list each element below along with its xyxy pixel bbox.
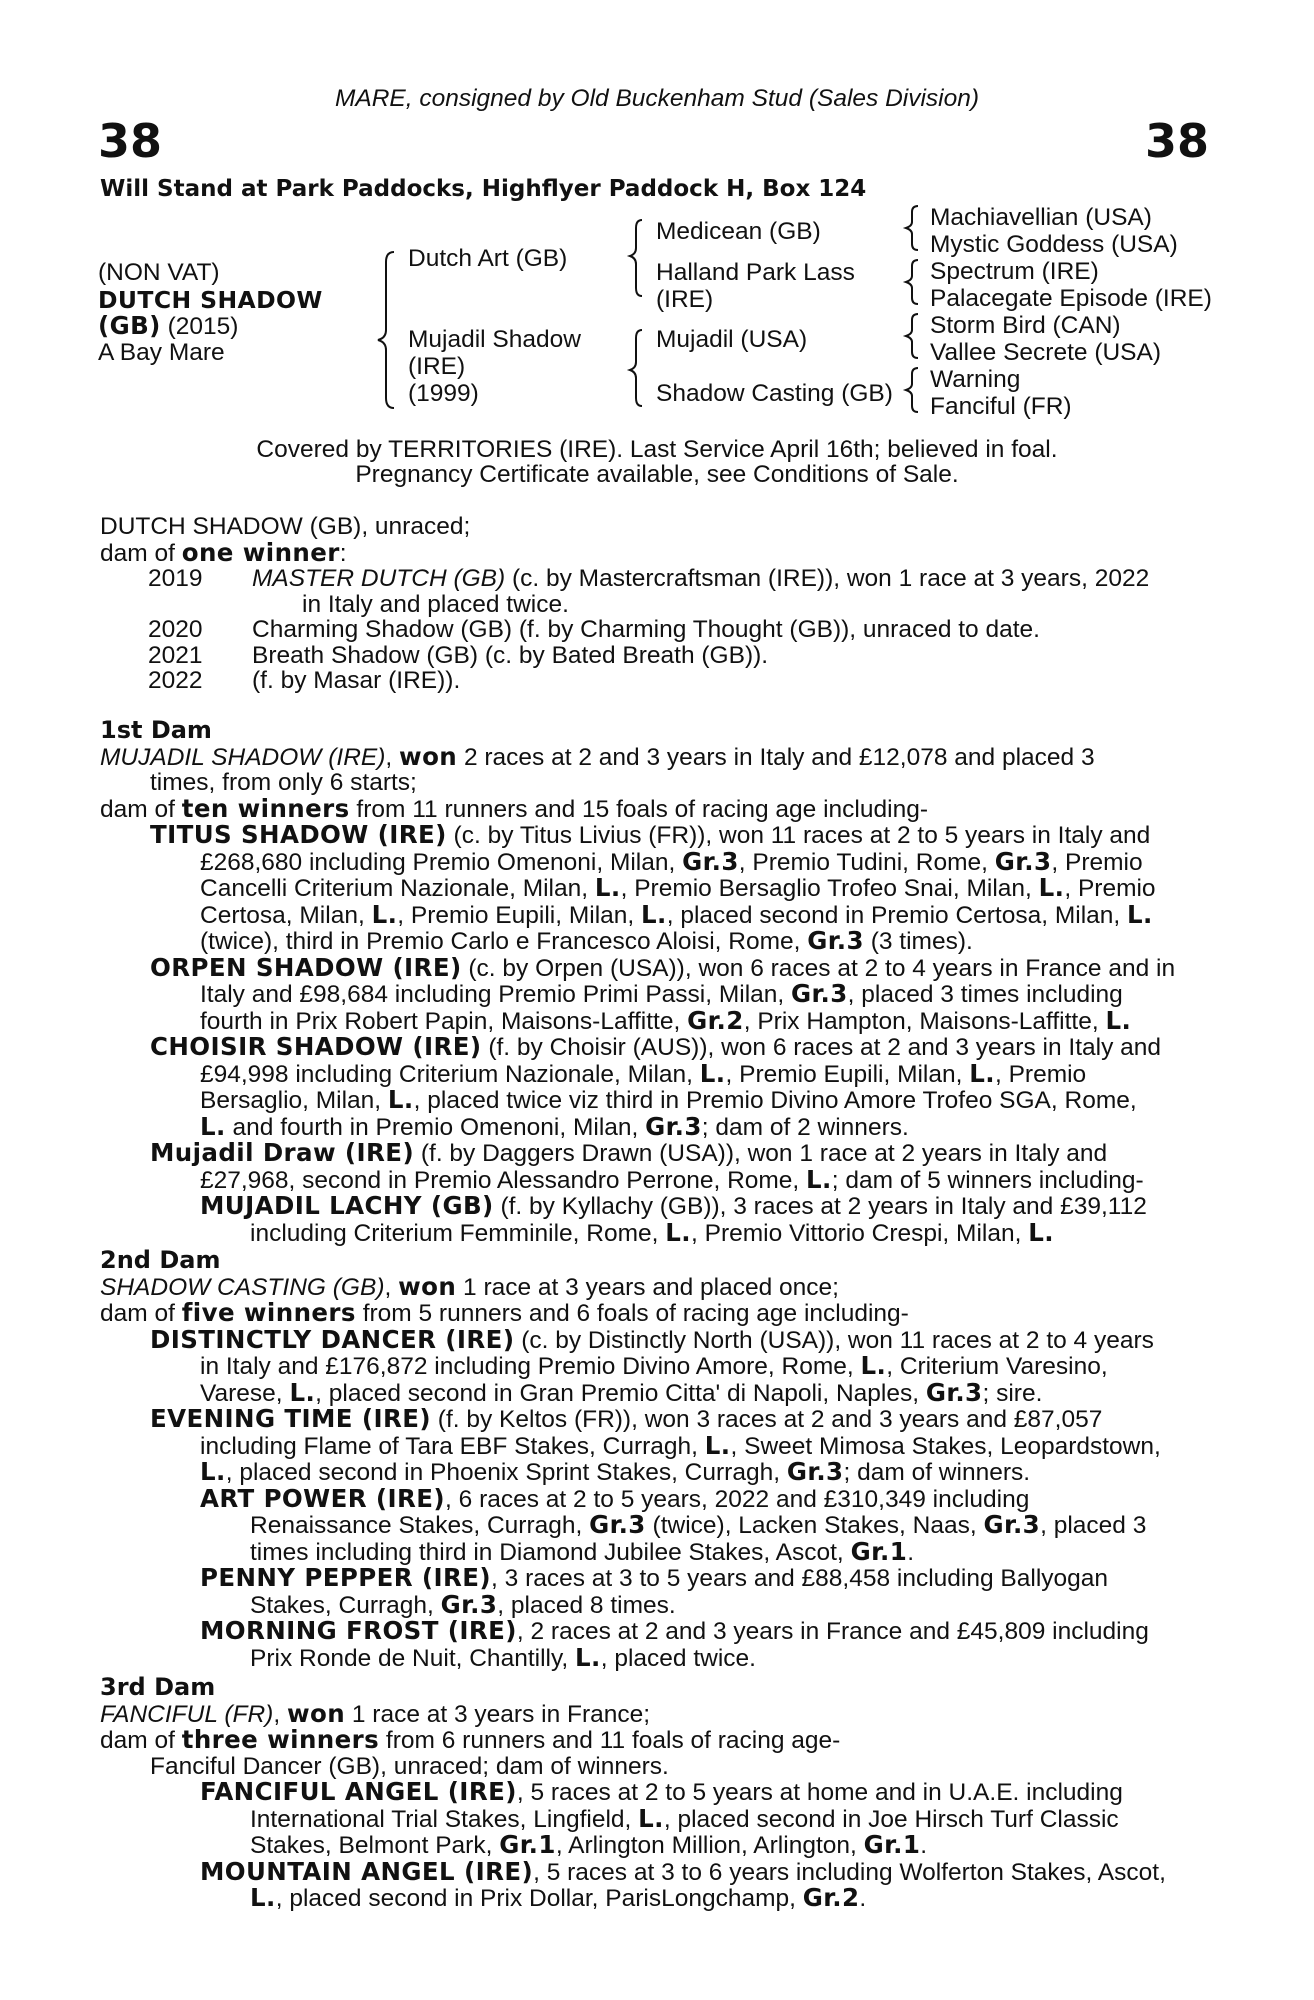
winner-penny-pepper: PENNY PEPPER (IRE), 3 races at 3 to 5 years and £88,458 including Ballyogan — [200, 1563, 1109, 1592]
produce-year: 2021 — [148, 641, 203, 669]
dam-of-prefix: dam of — [100, 539, 182, 567]
pedigree-dam-dam: Shadow Casting (GB) — [656, 380, 893, 407]
record-line: Certosa, Milan, L., Premio Eupili, Milan, L., placed second in Premio Certosa, Milan, L. — [200, 899, 1153, 929]
pedigree-ddd: Fanciful (FR) — [930, 393, 1072, 420]
record-line: fourth in Prix Robert Papin, Maisons-Laffitte, Gr.2, Prix Hampton, Maisons-Laffitte, L. — [200, 1005, 1132, 1035]
third-dam-produce: dam of three winners from 6 runners and 11 foals of racing age- — [100, 1725, 841, 1754]
pedigree-dsd: Vallee Secrete (USA) — [930, 339, 1162, 366]
produce-text: (f. by Masar (IRE)). — [252, 667, 461, 694]
second-dam-produce: dam of five winners from 5 runners and 6 foals of racing age including- — [100, 1298, 909, 1327]
horse-year: (2015) — [167, 313, 239, 340]
record-line: Renaissance Stakes, Curragh, Gr.3 (twice), Lacken Stakes, Naas, Gr.3, placed 3 — [250, 1510, 1147, 1539]
winner-evening-time: EVENING TIME (IRE) (f. by Keltos (FR)), won 3 races at 2 and 3 years and £87,057 — [150, 1404, 1103, 1433]
record-line: £94,998 including Criterium Nazionale, Milan, L., Premio Eupili, Milan, L., Premio — [200, 1058, 1087, 1088]
pedigree-ssd: Mystic Goddess (USA) — [930, 231, 1178, 258]
produce-item — [100, 643, 1205, 669]
produce-intro: DUTCH SHADOW (GB), unraced; — [100, 513, 471, 540]
winner-mujadil-lachy: MUJADIL LACHY (GB) (f. by Kyllachy (GB)), 3 races at 2 years in Italy and £39,112 — [200, 1191, 1147, 1220]
pedigree-dam-line2: (IRE) — [408, 353, 466, 380]
progeny-fanciful-dancer: Fanciful Dancer (GB), unraced; dam of winners. — [150, 1752, 669, 1780]
winner-titus-shadow: TITUS SHADOW (IRE) (c. by Titus Livius (FR)), won 11 races at 2 to 5 years in Italy and — [150, 820, 1151, 849]
winner-mujadil-draw: Mujadil Draw (IRE) (f. by Daggers Drawn (USA)), won 1 race at 2 years in Italy and — [150, 1138, 1108, 1167]
winner-choisir-shadow: CHOISIR SHADOW (IRE) (f. by Choisir (AUS)), won 6 races at 2 and 3 years in Italy and — [150, 1032, 1162, 1061]
produce-item — [100, 668, 1205, 694]
pedigree-dam-line3: (1999) — [408, 380, 479, 407]
horse-description: A Bay Mare — [98, 339, 225, 366]
winner-mountain-angel: MOUNTAIN ANGEL (IRE), 5 races at 3 to 6 years including Wolferton Stakes, Ascot, — [200, 1856, 1166, 1886]
produce-item — [100, 617, 1205, 643]
record-line: L., placed second in Prix Dollar, ParisLongchamp, Gr.2. — [250, 1883, 867, 1912]
consignment-line: MARE, consigned by Old Buckenham Stud (Sales Division) — [334, 85, 980, 112]
record-line: Bersaglio, Milan, L., placed twice viz third in Premio Divino Amore Trofeo SGA, Rome, — [200, 1085, 1137, 1114]
dam-of-colon: : — [339, 539, 347, 567]
winner-orpen-shadow: ORPEN SHADOW (IRE) (c. by Orpen (USA)), won 6 races at 2 to 4 years in France and in — [150, 952, 1176, 982]
record-line: International Trial Stakes, Lingfield, L., placed second in Joe Hirsch Turf Classic — [250, 1803, 1119, 1833]
record-line: Stakes, Belmont Park, Gr.1, Arlington Million, Arlington, Gr.1. — [250, 1830, 928, 1859]
third-dam-section — [100, 1675, 1205, 1912]
pedigree-dam-sire: Mujadil (USA) — [656, 326, 808, 353]
record-line: L. and fourth in Premio Omenoni, Milan, Gr.3; dam of 2 winners. — [200, 1111, 909, 1141]
first-dam-record: MUJADIL SHADOW (IRE), won 2 races at 2 and 3 years in Italy and £12,078 and placed 3 — [100, 741, 1095, 771]
second-dam-heading: 2nd Dam — [100, 1246, 221, 1274]
record-line: in Italy and £176,872 including Premio Divino Amore, Rome, L., Criterium Varesino, — [200, 1351, 1108, 1380]
horse-name: DUTCH SHADOW — [98, 286, 323, 314]
pedigree-dam-line1: Mujadil Shadow — [408, 326, 581, 353]
produce-record — [100, 514, 1205, 694]
covering-line2: Pregnancy Certificate available, see Conditions of Sale. — [355, 461, 959, 488]
produce-text: Charming Shadow (GB) (f. by Charming Thought (GB)), unraced to date. — [252, 616, 1040, 643]
pedigree-sdd: Palacegate Episode (IRE) — [930, 285, 1212, 312]
stand-location: Will Stand at Park Paddocks, Highflyer Paddock H, Box 124 — [100, 176, 867, 202]
produce-item — [100, 566, 1205, 592]
first-dam-produce: dam of ten winners from 11 runners and 15 foals of racing age including- — [100, 793, 928, 823]
pedigree-sire-dam-line1: Halland Park Lass — [656, 259, 855, 286]
second-dam-record: SHADOW CASTING (GB), won 1 race at 3 years and placed once; — [100, 1271, 839, 1301]
record-line: including Flame of Tara EBF Stakes, Curragh, L., Sweet Mimosa Stakes, Leopardstown, — [200, 1430, 1161, 1460]
record-line: L., placed second in Phoenix Sprint Stakes, Curragh, Gr.3; dam of winners. — [200, 1457, 1031, 1486]
covering-line1: Covered by TERRITORIES (IRE). Last Service April 16th; believed in foal. — [256, 436, 1058, 463]
pedigree-sss: Machiavellian (USA) — [930, 204, 1152, 231]
produce-year: 2019 — [148, 565, 203, 592]
third-dam-record: FANCIFUL (FR), won 1 race at 3 years in France; — [100, 1698, 651, 1728]
first-dam-section — [100, 718, 1205, 1246]
pedigree-sire: Dutch Art (GB) — [408, 245, 568, 272]
pedigree-sire-dam-line2: (IRE) — [656, 286, 714, 313]
record-line: £268,680 including Premio Omenoni, Milan, Gr.3, Premio Tudini, Rome, Gr.3, Premio — [200, 846, 1143, 876]
produce-item-cont: in Italy and placed twice. — [302, 590, 569, 618]
record-line: Italy and £98,684 including Premio Primi Passi, Milan, Gr.3, placed 3 times including — [200, 979, 1123, 1008]
pedigree-sds: Spectrum (IRE) — [930, 258, 1099, 285]
produce-horse-name: MASTER DUTCH (GB) — [252, 565, 506, 592]
produce-text: Breath Shadow (GB) (c. by Bated Breath (GB)). — [252, 641, 769, 669]
record-line: including Criterium Femminile, Rome, L., Premio Vittorio Crespi, Milan, L. — [250, 1217, 1054, 1247]
second-dam-section — [100, 1248, 1205, 1671]
lot-number-right: 38 — [1145, 114, 1210, 168]
pedigree-dss: Storm Bird (CAN) — [930, 312, 1121, 339]
first-dam-record-cont: times, from only 6 starts; — [150, 769, 417, 796]
record-line: Cancelli Criterium Nazionale, Milan, L., Premio Bersaglio Trofeo Snai, Milan, L., Premio — [200, 873, 1156, 902]
record-line: Stakes, Curragh, Gr.3, placed 8 times. — [250, 1589, 676, 1619]
produce-year: 2022 — [148, 667, 203, 694]
produce-dam-of — [100, 537, 1205, 567]
record-line: £27,968, second in Premio Alessandro Perrone, Rome, L.; dam of 5 winners including- — [200, 1164, 1144, 1194]
record-line: times including third in Diamond Jubilee Stakes, Ascot, Gr.1. — [250, 1536, 915, 1566]
dam-of-count: one winner — [181, 537, 340, 567]
winner-distinctly-dancer: DISTINCTLY DANCER (IRE) (c. by Distinctly North (USA)), won 11 races at 2 to 4 years — [150, 1324, 1154, 1354]
produce-text: (c. by Mastercraftsman (IRE)), won 1 race at 3 years, 2022 — [505, 565, 1150, 592]
winner-fanciful-angel: FANCIFUL ANGEL (IRE), 5 races at 2 to 5 years at home and in U.A.E. including — [200, 1777, 1123, 1806]
record-line: (twice), third in Premio Carlo e Francesco Aloisi, Rome, Gr.3 (3 times). — [200, 926, 973, 955]
winner-morning-frost: MORNING FROST (IRE), 2 races at 2 and 3 years in France and £45,809 including — [200, 1616, 1149, 1645]
pedigree-sire-sire: Medicean (GB) — [656, 218, 821, 245]
third-dam-heading: 3rd Dam — [100, 1673, 216, 1701]
winner-art-power: ART POWER (IRE), 6 races at 2 to 5 years, 2022 and £310,349 including — [200, 1483, 1030, 1513]
record-line: Varese, L., placed second in Gran Premio Citta' di Napoli, Naples, Gr.3; sire. — [200, 1377, 1043, 1407]
horse-country: (GB) — [98, 311, 161, 340]
pedigree-dds: Warning — [930, 366, 1021, 393]
lot-number-left: 38 — [98, 114, 163, 168]
produce-year: 2020 — [148, 616, 203, 643]
first-dam-heading: 1st Dam — [100, 716, 212, 744]
record-line: Prix Ronde de Nuit, Chantilly, L., placed twice. — [250, 1642, 756, 1672]
vat-status: (NON VAT) — [98, 259, 220, 286]
